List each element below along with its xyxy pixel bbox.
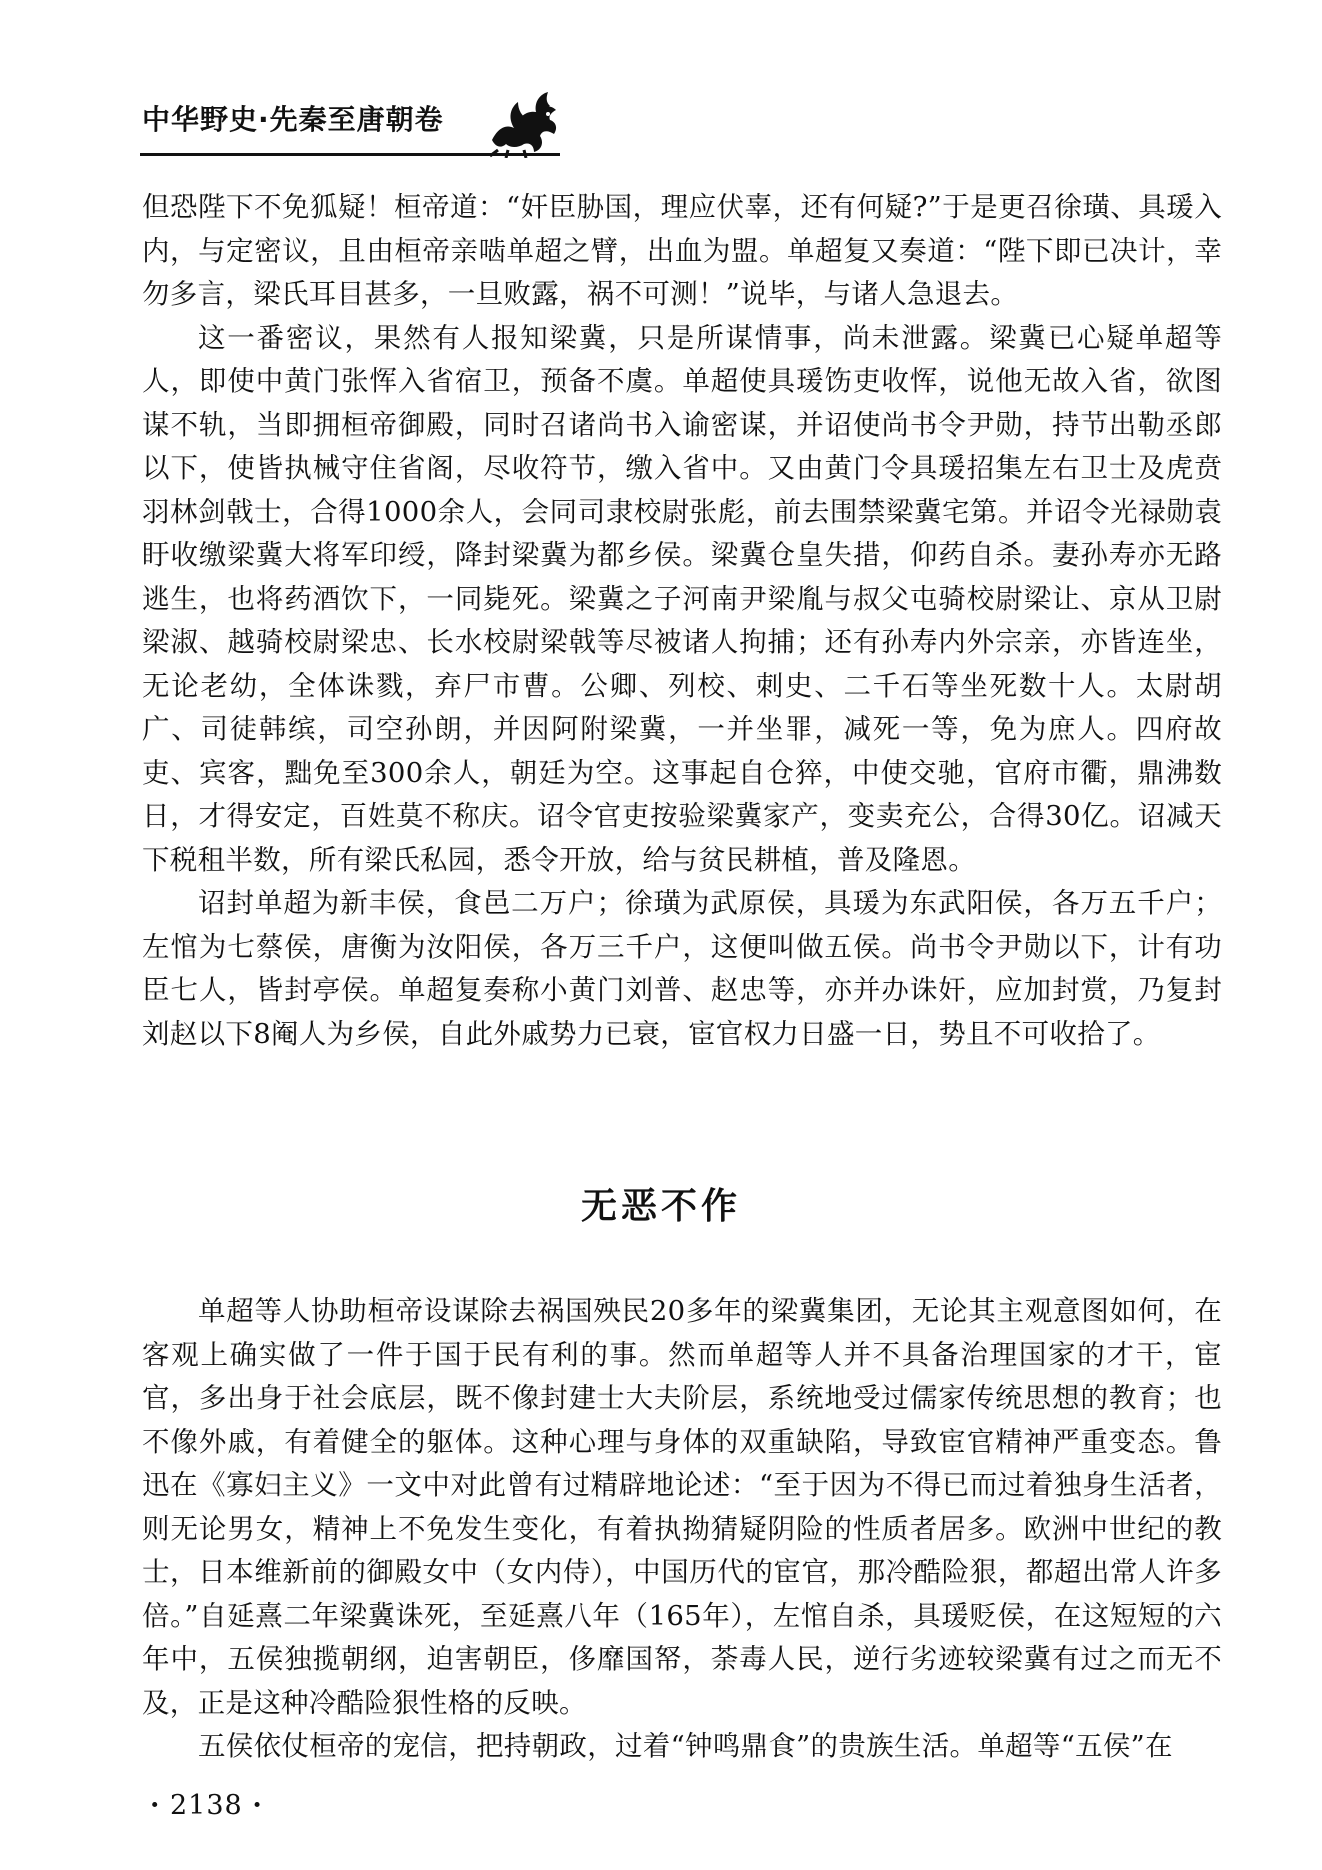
- bullet-icon: ·: [252, 1790, 263, 1821]
- paragraph: 单超等人协助桓帝设谋除去祸国殃民20多年的梁冀集团，无论其主观意图如何，在客观上确实做了一件于国于民有利的事。然而单超等人并不具备治理国家的才干，宦官，多出身于社会底层，既不像封建士大夫阶层，系统地受过儒家传统思想的教育；也不像外戚，有着健全的躯体。这种心理与身体的双重缺陷，导致宦官精神严重变态。鲁迅在《寡妇主义》一文中对此曾有过精辟地论述：“至于因为不得已而过着独身生活者，则无论男女，精神上不免发生变化，有着执拗猜疑阴险的性质者居多。欧洲中世纪的教士，日本维新前的御殿女中（女内侍），中国历代的宦官，那冷酷险狠，都超出常人许多倍。”自延熹二年梁冀诛死，至延熹八年（165年），左悺自杀，具瑗贬侯，在这短短的六年中，五侯独揽朝纲，迫害朝臣，侈靡国帑，荼毒人民，逆行劣迹较梁冀有过之而无不及，正是这种冷酷险狠性格的反映。: [142, 1295, 1222, 1719]
- text-block-bottom: [142, 1290, 1222, 1769]
- text-block-top: [142, 186, 1222, 1056]
- paragraph: 五侯依仗桓帝的宠信，把持朝政，过着“钟鸣鼎食”的贵族生活。单超等“五侯”在: [198, 1730, 1173, 1762]
- paragraph: 诏封单超为新丰侯，食邑二万户；徐璜为武原侯，具瑗为东武阳侯，各万五千户；左悺为七蔡侯，唐衡为汝阳侯，各万三千户，这便叫做五侯。尚书令尹勋以下，计有功臣七人，皆封亭侯。单超复奏称小黄门刘普、赵忠等，亦并办诛奸，应加封赏，乃复封刘赵以下8阉人为乡侯，自此外戚势力已衰，宦官权力日盛一日，势且不可收拾了。: [142, 887, 1222, 1050]
- bullet-icon: ·: [150, 1790, 161, 1821]
- section-title: 无恶不作: [580, 1186, 741, 1227]
- header-rule: [140, 153, 560, 156]
- paragraph: 但恐陛下不免狐疑！桓帝道：“奸臣胁国，理应伏辜，还有何疑?”于是更召徐璜、具瑗入内，与定密议，且由桓帝亲啮单超之臂，出血为盟。单超复又奏道：“陛下即已决计，幸勿多言，梁氏耳目甚多，一旦败露，祸不可测！”说毕，与诸人急退去。: [142, 191, 1222, 310]
- running-header: [142, 103, 444, 136]
- book-title: 中华野史·先秦至唐朝卷: [142, 103, 444, 136]
- page-number: [150, 1790, 263, 1821]
- paragraph: 这一番密议，果然有人报知梁冀，只是所谋情事，尚未泄露。梁冀已心疑单超等人，即使中黄门张恽入省宿卫，预备不虞。单超使具瑗饬吏收恽，说他无故入省，欲图谋不轨，当即拥桓帝御殿，同时召诸尚书入谕密谋，并诏使尚书令尹勋，持节出勒丞郎以下，使皆执械守住省阁，尽收符节，缴入省中。又由黄门令具瑗招集左右卫士及虎贲羽林剑戟士，合得1000余人，会同司隶校尉张彪，前去围禁梁冀宅第。并诏令光禄勋袁盱收缴梁冀大将军印绶，降封梁冀为都乡侯。梁冀仓皇失措，仰药自杀。妻孙寿亦无路逃生，也将药酒饮下，一同毙死。梁冀之子河南尹梁胤与叔父屯骑校尉梁让、京从卫尉梁淑、越骑校尉梁忠、长水校尉梁戟等尽被诸人拘捕；还有孙寿内外宗亲，亦皆连坐，无论老幼，全体诛戮，弃尸市曹。公卿、列校、刺史、二千石等坐死数十人。太尉胡广、司徒韩缤，司空孙朗，并因阿附梁冀，一并坐罪，减死一等，免为庶人。四府故吏、宾客，黜免至300余人，朝廷为空。这事起自仓猝，中使交驰，官府市衢，鼎沸数日，才得安定，百姓莫不称庆。诏令官吏按验梁冀家产，变卖充公，合得30亿。诏减天下税租半数，所有梁氏私园，悉令开放，给与贫民耕植，普及隆恩。: [142, 321, 1222, 876]
- dragon-icon: [484, 88, 564, 158]
- page-number-value: 2138: [170, 1790, 243, 1821]
